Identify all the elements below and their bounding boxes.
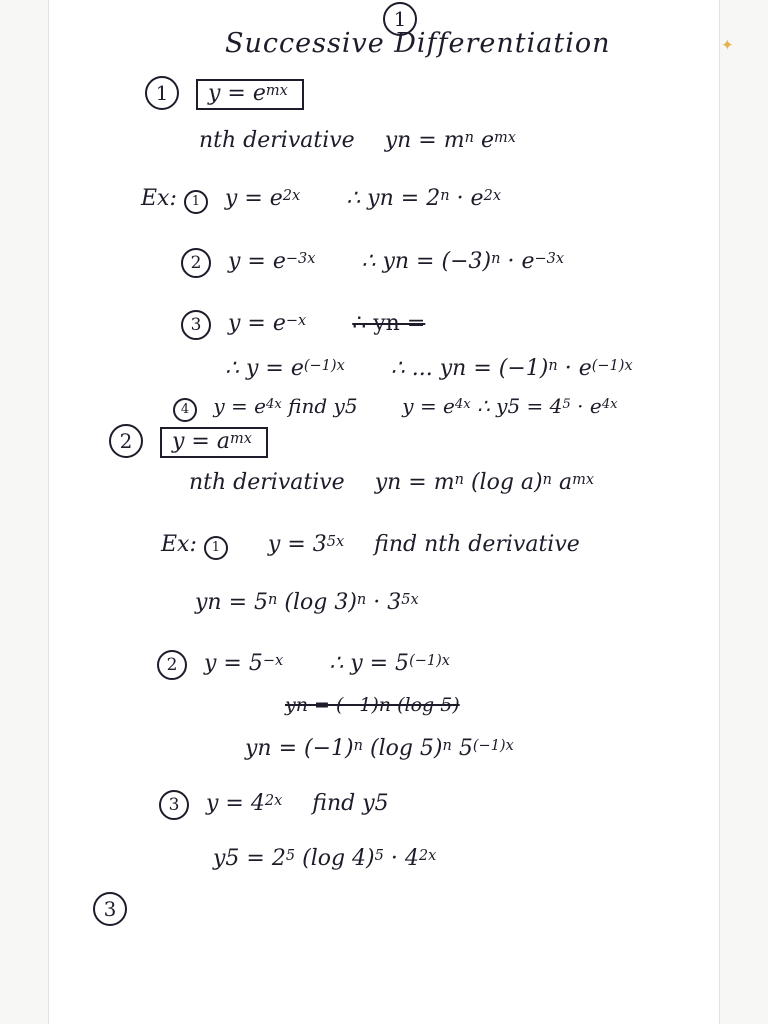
section1-formula-base: y = e <box>208 81 266 106</box>
example-y-power: −x <box>285 312 307 329</box>
example-number: 3 <box>159 790 189 820</box>
section3-marker <box>93 892 137 926</box>
example-result-power: n <box>440 187 450 204</box>
example-number: 4 <box>173 398 197 422</box>
section2-example-1 <box>161 532 580 560</box>
section2-formula-box <box>160 427 268 458</box>
ex3-line2-result-power: n <box>548 357 558 374</box>
example-result-base: 2 <box>426 186 441 211</box>
section2-number: 2 <box>109 424 143 458</box>
nth-rhs-m: m <box>433 470 455 495</box>
ex1-result-lhs: yn = <box>195 590 255 615</box>
nth-derivative-label: nth derivative <box>189 470 345 495</box>
example-number: 2 <box>181 248 211 278</box>
ex3-result-power: 5 <box>285 847 296 864</box>
page-title: Successive Differentiation <box>225 28 611 59</box>
section1-example-2 <box>181 248 564 278</box>
ex4-result-base: 4 <box>549 394 563 418</box>
ex2-result-log-power: n <box>442 737 452 754</box>
ex3-result-lhs: y5 = <box>213 846 272 871</box>
example-number: 1 <box>204 536 228 560</box>
nth-rhs-m-power: n <box>454 471 464 488</box>
ex1-result-base: 5 <box>254 590 269 615</box>
section1-example-1 <box>141 186 501 214</box>
ex1-y: y = 3 <box>267 532 327 557</box>
example-number: 3 <box>181 310 211 340</box>
ex3-y-power: 2x <box>264 792 283 809</box>
section2-example-2-result <box>245 736 514 761</box>
ex4-result-tail-power: 4x <box>601 397 618 413</box>
ex2-result-five-power: (−1)x <box>472 737 514 754</box>
section2-example-3 <box>159 790 389 820</box>
ex3-line2-power: (−1)x <box>303 357 345 374</box>
section2-formula-power: mx <box>229 430 252 447</box>
example-y-power: 2x <box>282 187 301 204</box>
section2-nth-derivative <box>189 470 594 495</box>
ex3-line2-lhs: ∴ y = e <box>225 356 304 381</box>
example-result-lhs: ∴ yn = <box>346 186 427 211</box>
nth-rhs-power: n <box>464 129 474 146</box>
ex3-line2-result-lhs: ∴ ... yn = (−1) <box>390 356 549 381</box>
struck-result: ∴ yn = <box>352 311 426 336</box>
nth-lhs: yn = <box>384 128 437 153</box>
ex3-text: find y5 <box>312 791 389 816</box>
nth-rhs-log: (log a) <box>470 470 543 495</box>
example-label: Ex: <box>161 532 197 557</box>
nth-rhs-a: a <box>558 470 573 495</box>
ex2-y-power: −x <box>262 652 284 669</box>
example-result-base: (−3) <box>441 249 492 274</box>
nth-rhs-base: m <box>443 128 465 153</box>
example-result-tail: · e <box>456 186 484 211</box>
ex2-result-log: (log 5) <box>369 736 443 761</box>
ex2-result-lhs: yn = (−1) <box>245 736 354 761</box>
section2-example-2-struck: yn = (−1)n (log 5) <box>285 694 460 716</box>
example-result-tail: · e <box>507 249 535 274</box>
page-number-circle: 1 <box>383 2 417 36</box>
nth-derivative-label: nth derivative <box>199 128 355 153</box>
ex3-result-log: (log 4) <box>302 846 375 871</box>
section3-number: 3 <box>93 892 127 926</box>
example-y-power: −3x <box>285 250 316 267</box>
example-y: y = e <box>228 311 286 336</box>
section1-example-3-line-2 <box>225 356 633 381</box>
ex2-mid: ∴ y = 5 <box>329 651 410 676</box>
section2-example-2 <box>157 650 450 680</box>
ex4-result-y-power: 4x <box>454 397 471 413</box>
section1-example-3 <box>181 310 425 340</box>
example-result-power: n <box>491 250 501 267</box>
section1-example-4 <box>173 394 618 422</box>
ex3-line2-result-tail-power: (−1)x <box>591 357 633 374</box>
ex1-result-three-power: 5x <box>401 591 419 608</box>
section1-nth-derivative <box>199 128 516 153</box>
ex1-y-power: 5x <box>326 533 345 550</box>
section2-example-3-result <box>213 846 436 871</box>
ex1-result-mid: · <box>373 590 388 615</box>
example-result-tail-power: −3x <box>534 250 565 267</box>
ex2-result-five: 5 <box>458 736 473 761</box>
example-label: Ex: <box>141 186 177 211</box>
ex4-text: find y5 <box>288 394 358 418</box>
ex3-result-tail-power: 2x <box>418 847 437 864</box>
example-y: y = e <box>228 249 286 274</box>
section1-formula-power: mx <box>265 82 288 99</box>
ex1-result-log-power: n <box>356 591 367 608</box>
section1-formula-box <box>196 79 304 110</box>
ex2-mid-power: (−1)x <box>409 652 450 669</box>
section2-formula-line <box>109 424 268 458</box>
ex2-result-power: n <box>353 737 363 754</box>
example-number: 2 <box>157 650 187 680</box>
ex3-y: y = 4 <box>206 791 265 816</box>
nth-rhs-a-power: mx <box>572 471 595 488</box>
notebook-page <box>48 0 734 1024</box>
nth-rhs-log-power: n <box>542 471 552 488</box>
nth-rhs-e: e <box>480 128 494 153</box>
ex3-result-base: 2 <box>271 846 286 871</box>
ex1-result-three: 3 <box>387 590 402 615</box>
ex4-y-power: 4x <box>265 397 282 413</box>
ex1-result-power: n <box>268 591 278 608</box>
section1-number: 1 <box>145 76 179 110</box>
section2-formula-base: y = a <box>172 429 230 454</box>
ex3-result-tail: · 4 <box>390 846 419 871</box>
nth-lhs: yn = <box>374 470 434 495</box>
section1-formula-line <box>145 76 304 110</box>
ex4-y: y = e <box>213 394 266 418</box>
ex4-result-y: y = e <box>402 394 455 418</box>
section2-example-1-result <box>195 590 419 615</box>
ex3-result-log-power: 5 <box>374 847 384 864</box>
ex3-line2-result-tail: · e <box>564 356 592 381</box>
ex1-result-log: (log 3) <box>284 590 357 615</box>
example-number: 1 <box>184 190 208 214</box>
ex2-y: y = 5 <box>204 651 263 676</box>
example-result-lhs: ∴ yn = <box>361 249 442 274</box>
ink-mark-icon: ✦ <box>721 36 734 54</box>
ex4-result-mid: ∴ y5 = <box>477 394 550 418</box>
ex1-text: find nth derivative <box>374 532 580 557</box>
example-y: y = e <box>224 186 283 211</box>
nth-rhs-e-power: mx <box>494 129 516 146</box>
example-result-tail-power: 2x <box>483 187 501 204</box>
ex4-result-tail: · e <box>577 394 602 418</box>
ex4-result-power: 5 <box>562 397 571 413</box>
